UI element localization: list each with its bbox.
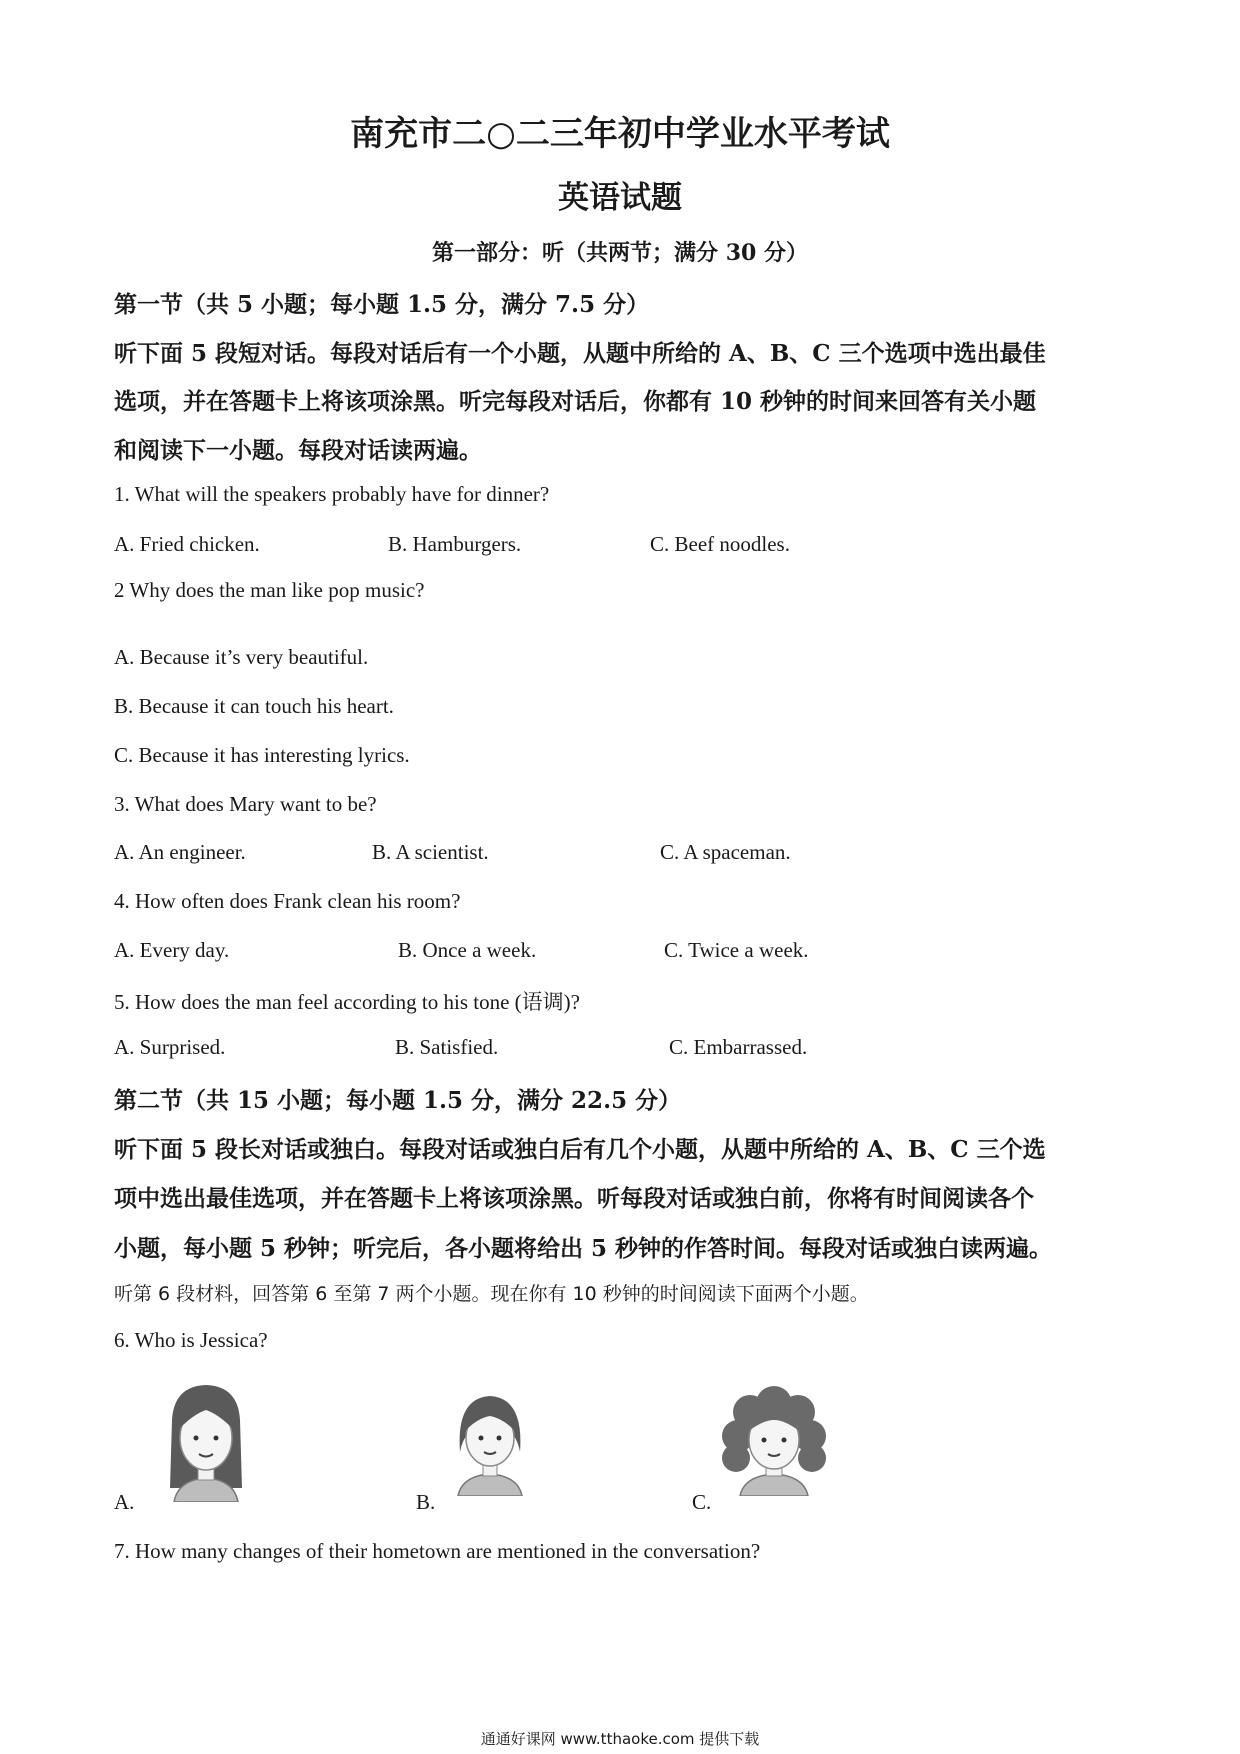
question-7-stem: 7. How many changes of their hometown are mentioned in the conversation? xyxy=(114,1539,761,1563)
footer-text: 通通好课网 www.tthaoke.com 提供下载 xyxy=(480,1730,760,1748)
question-3-option-a: A. An engineer. xyxy=(114,840,246,864)
girl-curly-hair-icon xyxy=(718,1384,830,1496)
question-6-option-c: C. xyxy=(692,1490,712,1514)
question-5-option-c: C. Embarrassed. xyxy=(669,1035,808,1059)
question-5-stem: 5. How does the man feel according to his tone (语调)? xyxy=(114,990,580,1014)
girl-short-hair-icon xyxy=(448,1388,532,1496)
section1-instruction-line: 选项，并在答题卡上将该项涂黑。听完每段对话后，你都有 10 秒钟的时间来回答有关小题 xyxy=(114,388,1037,415)
question-2-stem: 2 Why does the man like pop music? xyxy=(114,578,425,602)
question-5-option-b: B. Satisfied. xyxy=(395,1035,499,1059)
question-1-stem: 1. What will the speakers probably have for dinner? xyxy=(114,482,550,506)
section2-instruction-line: 项中选出最佳选项，并在答题卡上将该项涂黑。听每段对话或独白前，你将有时间阅读各个 xyxy=(114,1185,1034,1212)
question-5-option-a: A. Surprised. xyxy=(114,1035,226,1059)
part-heading: 第一部分：听（共两节；满分 30 分） xyxy=(432,240,808,266)
section1-instruction-line: 听下面 5 段短对话。每段对话后有一个小题，从题中所给的 A、B、C 三个选项中选出最佳 xyxy=(114,340,1046,367)
question-6-stem: 6. Who is Jessica? xyxy=(114,1328,268,1352)
question-3-stem: 3. What does Mary want to be? xyxy=(114,792,377,816)
exam-title: 南充市二○二三年初中学业水平考试 xyxy=(350,114,890,154)
exam-subtitle: 英语试题 xyxy=(558,180,682,216)
question-2-option-c: C. Because it has interesting lyrics. xyxy=(114,743,410,767)
question-6-option-b: B. xyxy=(416,1490,436,1514)
section2-heading: 第二节（共 15 小题；每小题 1.5 分，满分 22.5 分） xyxy=(114,1087,682,1114)
question-4-option-c: C. Twice a week. xyxy=(664,938,809,962)
question-1-option-c: C. Beef noodles. xyxy=(650,532,790,556)
question-2-option-b: B. Because it can touch his heart. xyxy=(114,694,394,718)
section1-instruction-line: 和阅读下一小题。每段对话读两遍。 xyxy=(114,437,482,464)
question-4-option-a: A. Every day. xyxy=(114,938,230,962)
question-6-option-a: A. xyxy=(114,1490,135,1514)
question-4-stem: 4. How often does Frank clean his room? xyxy=(114,889,461,913)
question-4-option-b: B. Once a week. xyxy=(398,938,537,962)
girl-long-straight-hair-icon xyxy=(160,1380,252,1502)
question-1-option-b: B. Hamburgers. xyxy=(388,532,522,556)
section2-instruction-line: 听下面 5 段长对话或独白。每段对话或独白后有几个小题，从题中所给的 A、B、C 三个选 xyxy=(114,1136,1046,1163)
question-1-option-a: A. Fried chicken. xyxy=(114,532,260,556)
material-note: 听第 6 段材料，回答第 6 至第 7 两个小题。现在你有 10 秒钟的时间阅读下面两个小题。 xyxy=(114,1283,869,1305)
question-3-option-b: B. A scientist. xyxy=(372,840,489,864)
section1-heading: 第一节（共 5 小题；每小题 1.5 分，满分 7.5 分） xyxy=(114,291,650,318)
question-3-option-c: C. A spaceman. xyxy=(660,840,791,864)
question-2-option-a: A. Because it’s very beautiful. xyxy=(114,645,369,669)
section2-instruction-line: 小题，每小题 5 秒钟；听完后，各小题将给出 5 秒钟的作答时间。每段对话或独白读两遍。 xyxy=(114,1235,1053,1262)
